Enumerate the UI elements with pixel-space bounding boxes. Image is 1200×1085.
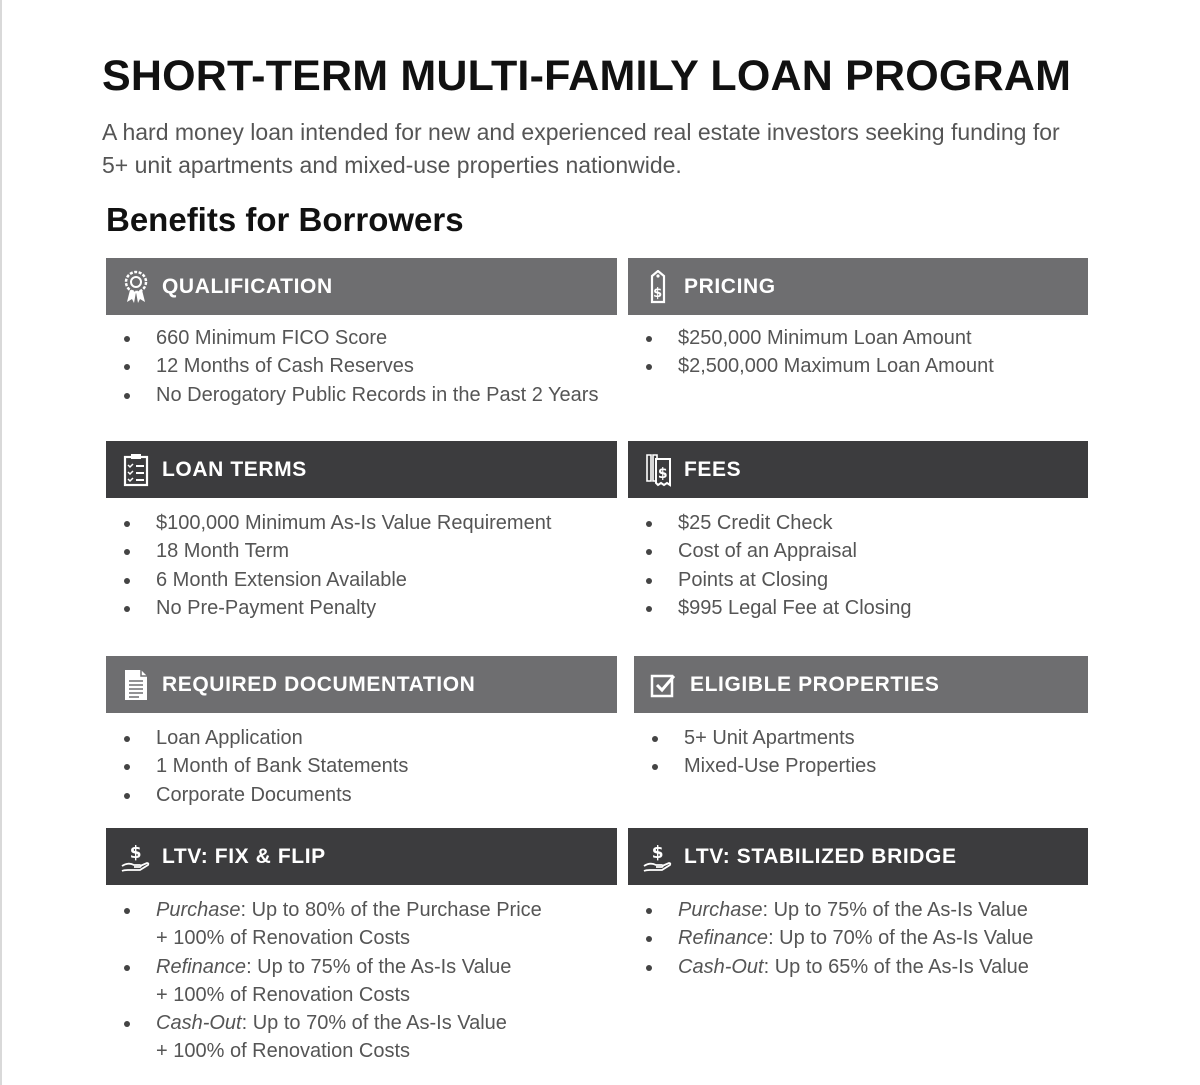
term-label: Refinance bbox=[678, 927, 769, 950]
section-title: Benefits for Borrowers bbox=[106, 201, 464, 238]
hand-dollar-icon bbox=[642, 837, 674, 877]
qualification-header bbox=[106, 258, 617, 315]
list-item: 6 Month Extension Available bbox=[106, 566, 617, 594]
svg-text:$: $ bbox=[129, 842, 143, 863]
list-item: $100,000 Minimum As-Is Value Requirement bbox=[106, 509, 617, 537]
ltv-fix-flip-list bbox=[106, 896, 617, 1066]
list-item: $2,500,000 Maximum Loan Amount bbox=[628, 352, 1088, 380]
term-text: : Up to 65% of the As-Is Value bbox=[763, 955, 1029, 978]
list-item: Cost of an Appraisal bbox=[628, 537, 1088, 565]
award-ribbon-icon bbox=[120, 267, 152, 307]
svg-text:$: $ bbox=[653, 285, 663, 301]
list-item: Mixed-Use Properties bbox=[634, 752, 1088, 780]
list-item: No Pre-Payment Penalty bbox=[106, 594, 617, 622]
term-label: Purchase bbox=[678, 899, 763, 921]
term-continuation: + 100% of Renovation Costs bbox=[156, 927, 411, 950]
list-item: 660 Minimum FICO Score bbox=[106, 324, 617, 352]
pricing-label: PRICING bbox=[684, 275, 776, 298]
term-label: Cash-Out bbox=[678, 955, 764, 978]
eligible-properties-label: ELIGIBLE PROPERTIES bbox=[690, 673, 940, 696]
term-label: Purchase bbox=[156, 899, 241, 921]
list-item: Corporate Documents bbox=[106, 781, 617, 809]
term-text: : Up to 80% of the Purchase Price bbox=[240, 899, 542, 921]
qualification-list bbox=[106, 324, 617, 409]
term-text: : Up to 70% of the As-Is Value bbox=[241, 1012, 507, 1035]
term-text: : Up to 70% of the As-Is Value bbox=[768, 927, 1034, 950]
list-item: No Derogatory Public Records in the Past 2 Years bbox=[106, 381, 617, 409]
svg-text:$: $ bbox=[657, 465, 669, 482]
clipboard-checklist-icon bbox=[120, 450, 152, 490]
ltv-fix-flip-label: LTV: FIX & FLIP bbox=[162, 845, 326, 868]
receipt-dollar-icon bbox=[642, 450, 674, 490]
term-label: Cash-Out bbox=[156, 1012, 242, 1035]
term-continuation: + 100% of Renovation Costs bbox=[156, 983, 411, 1006]
list-item: 1 Month of Bank Statements bbox=[106, 752, 617, 780]
list-item: Loan Application bbox=[106, 724, 617, 752]
list-item bbox=[628, 953, 1088, 981]
svg-text:$: $ bbox=[651, 842, 665, 863]
page-edge bbox=[0, 0, 2, 1085]
loan-terms-list bbox=[106, 509, 617, 622]
checkbox-icon bbox=[648, 665, 680, 705]
required-documentation-list bbox=[106, 724, 617, 809]
list-item bbox=[106, 896, 617, 953]
ltv-fix-flip-header bbox=[106, 828, 617, 885]
loan-terms-header bbox=[106, 441, 617, 498]
ltv-stabilized-bridge-label: LTV: STABILIZED BRIDGE bbox=[684, 845, 957, 868]
term-continuation: + 100% of Renovation Costs bbox=[156, 1040, 411, 1063]
required-documentation-header bbox=[106, 656, 617, 713]
pricing-header bbox=[628, 258, 1088, 315]
qualification-label: QUALIFICATION bbox=[162, 275, 333, 298]
list-item: 18 Month Term bbox=[106, 537, 617, 565]
list-item: $250,000 Minimum Loan Amount bbox=[628, 324, 1088, 352]
list-item: $25 Credit Check bbox=[628, 509, 1088, 537]
fees-label: FEES bbox=[684, 458, 742, 481]
fees-list bbox=[628, 509, 1088, 622]
hand-dollar-icon bbox=[120, 837, 152, 877]
eligible-properties-list bbox=[634, 724, 1088, 781]
document-icon bbox=[120, 665, 152, 705]
page-title: SHORT-TERM MULTI-FAMILY LOAN PROGRAM bbox=[102, 52, 1072, 100]
term-label: Refinance bbox=[156, 955, 247, 978]
term-text: : Up to 75% of the As-Is Value bbox=[762, 899, 1028, 921]
loan-terms-label: LOAN TERMS bbox=[162, 458, 307, 481]
list-item bbox=[106, 1009, 617, 1066]
eligible-properties-header bbox=[634, 656, 1088, 713]
pricing-list bbox=[628, 324, 1088, 381]
list-item bbox=[628, 896, 1088, 924]
list-item: $995 Legal Fee at Closing bbox=[628, 594, 1088, 622]
price-tag-dollar-icon bbox=[642, 267, 674, 307]
list-item: Points at Closing bbox=[628, 566, 1088, 594]
term-text: : Up to 75% of the As-Is Value bbox=[246, 955, 512, 978]
list-item bbox=[628, 924, 1088, 952]
ltv-stabilized-bridge-list bbox=[628, 896, 1088, 981]
list-item: 12 Months of Cash Reserves bbox=[106, 352, 617, 380]
list-item bbox=[106, 953, 617, 1010]
list-item: 5+ Unit Apartments bbox=[634, 724, 1088, 752]
page-subtitle: A hard money loan intended for new and experienced real estate investors seeking funding for 5+ unit apartments and mixed-use properties nationwide. bbox=[102, 119, 1060, 178]
required-documentation-label: REQUIRED DOCUMENTATION bbox=[162, 673, 476, 696]
ltv-stabilized-bridge-header bbox=[628, 828, 1088, 885]
fees-header bbox=[628, 441, 1088, 498]
